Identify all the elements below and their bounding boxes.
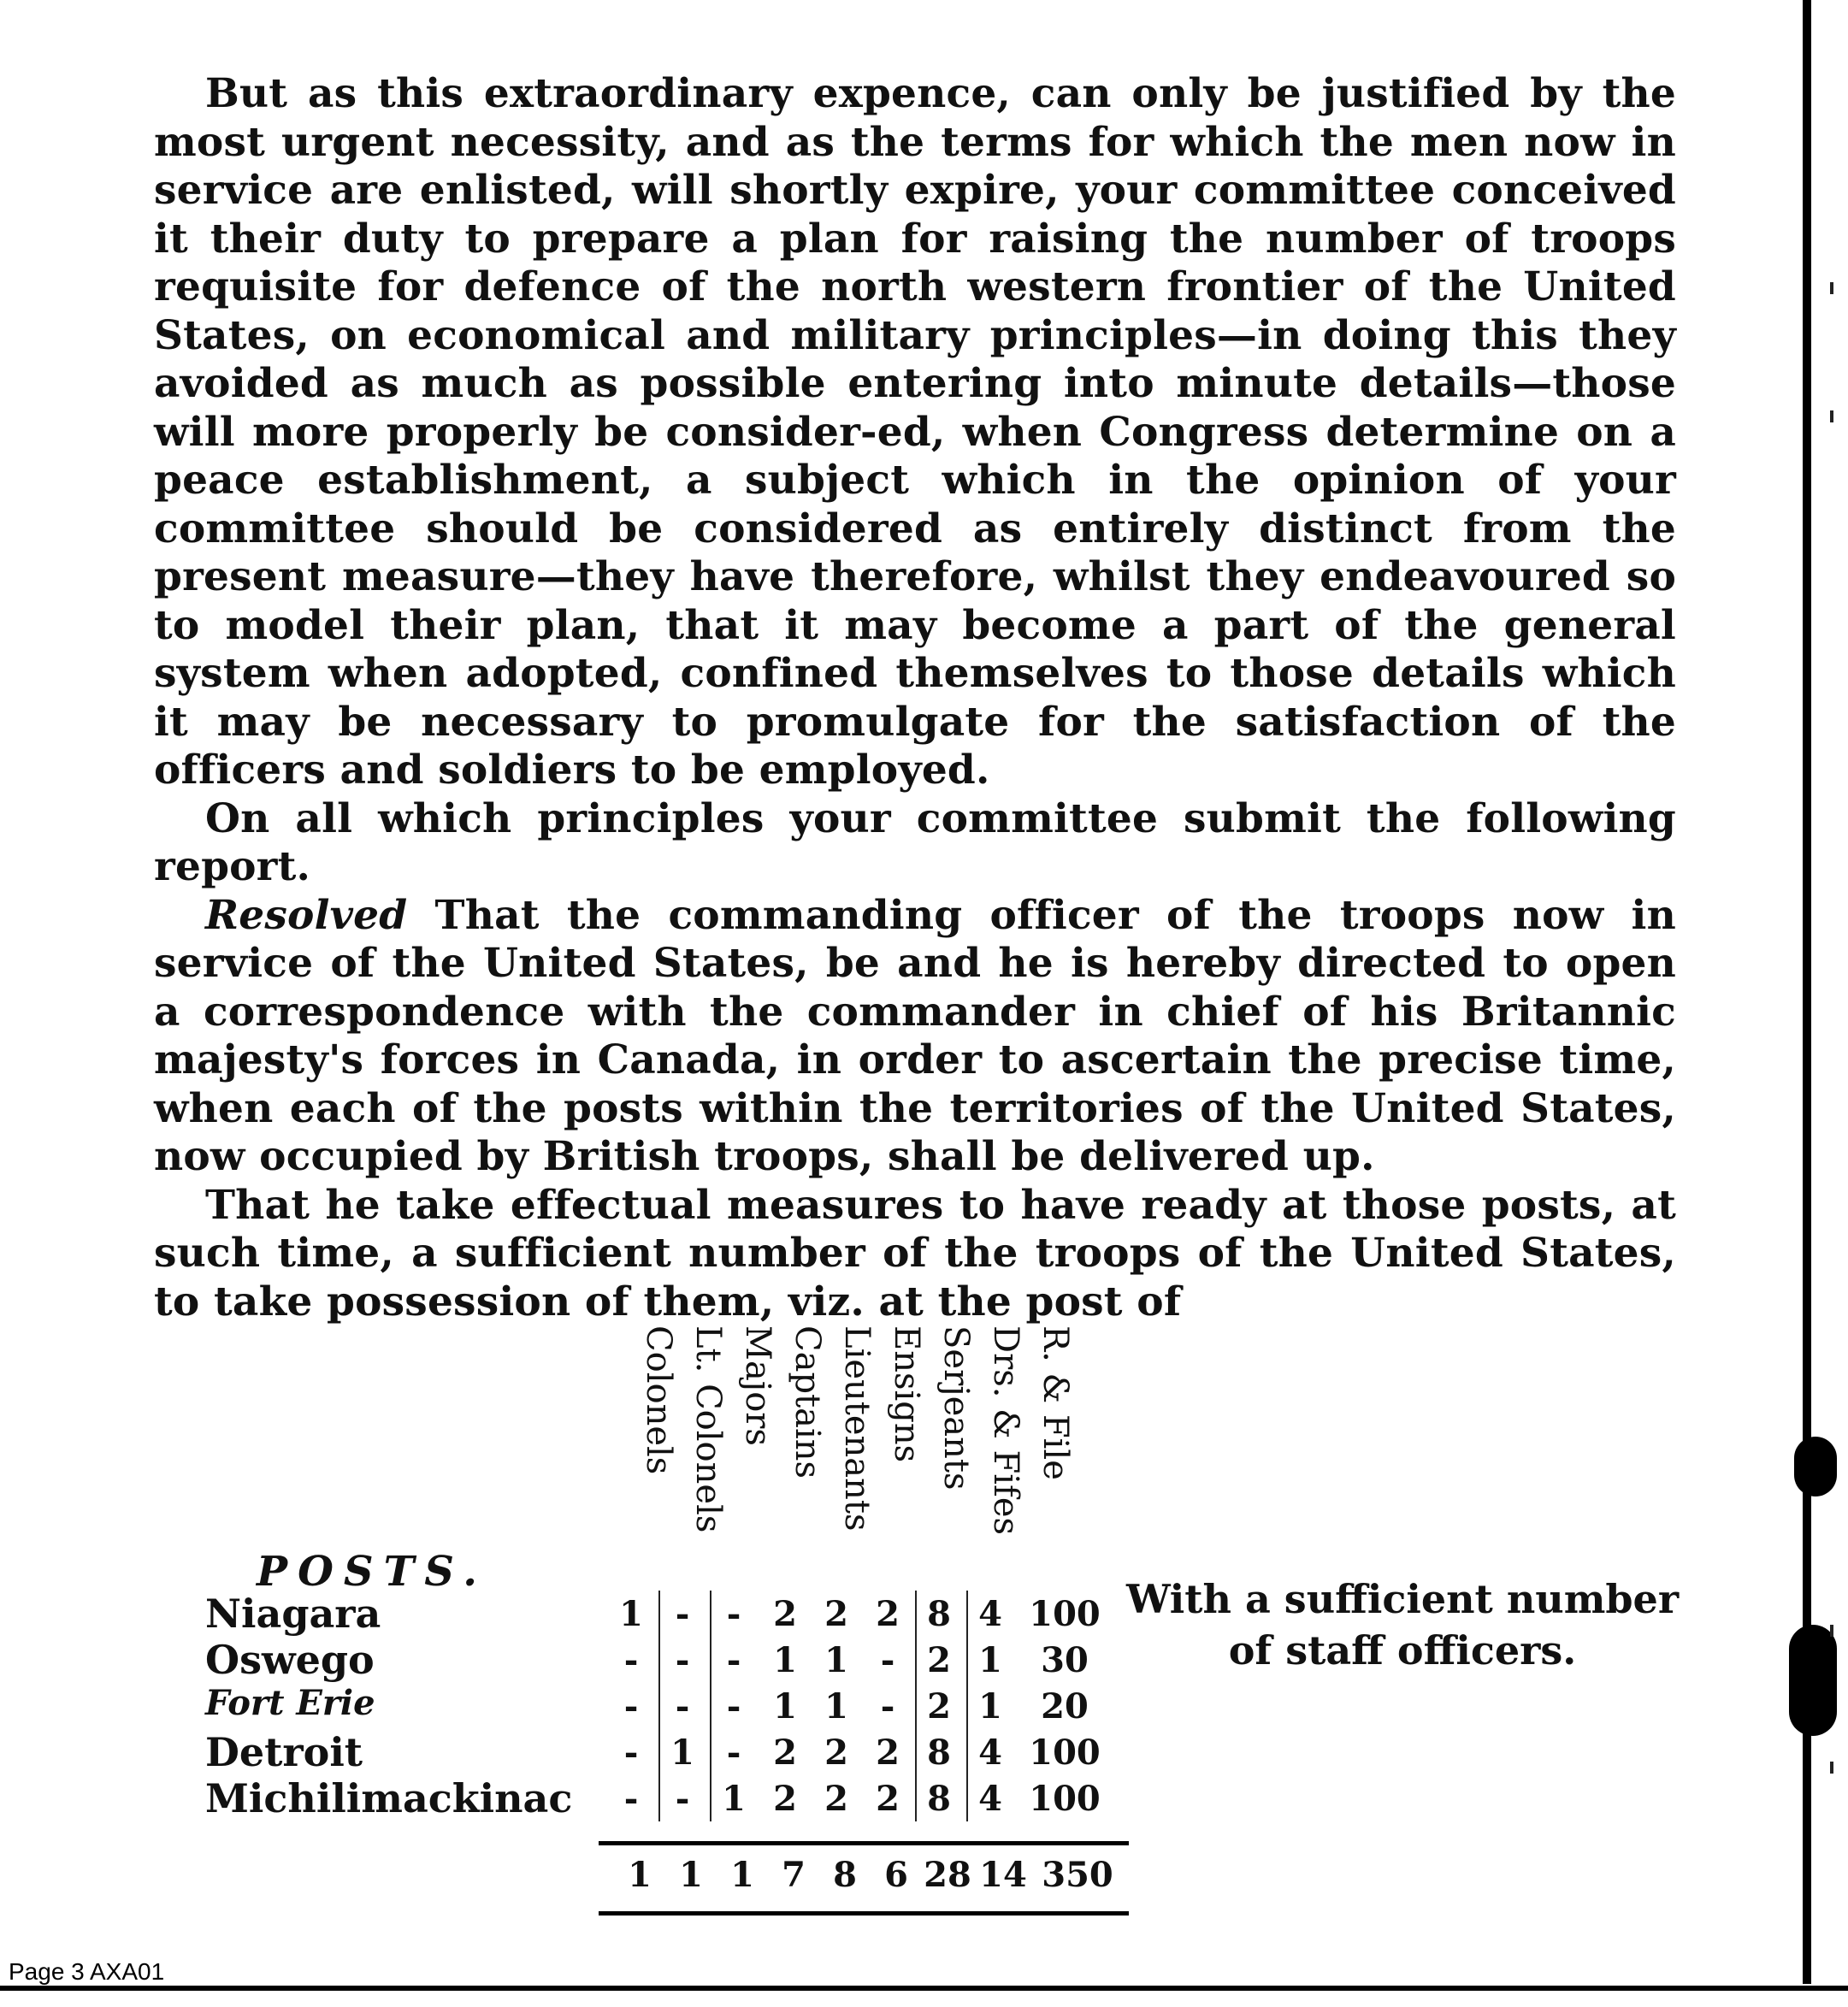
total-cell: 6	[884, 1855, 908, 1895]
cell: 100	[1029, 1594, 1101, 1634]
cell: 8	[927, 1594, 951, 1634]
cell: 8	[927, 1779, 951, 1819]
table-row	[205, 1637, 1231, 1683]
column-header: Ensigns	[887, 1325, 926, 1463]
column-rule	[966, 1591, 968, 1821]
post-name: Detroit	[205, 1729, 363, 1775]
cell: 4	[978, 1733, 1002, 1773]
column-rule	[658, 1591, 660, 1821]
cell: 100	[1029, 1733, 1101, 1773]
cell: -	[726, 1733, 741, 1773]
edge-mark	[1830, 1625, 1833, 1637]
post-name: Oswego	[205, 1637, 375, 1683]
cell: -	[675, 1779, 690, 1819]
paragraph-committee-plan: But as this extraordinary expence, can only be justified by the most urgent necessity, and as the terms for which the men now in service are enlisted, will shortly expire, your committee conceived it their duty to prepare a plan for raising the number of troops requisite for defence of the north western frontier of the United States, on economical and military principles—in doing this they avoided as much as possible entering into minute details—those will more properly be consider-ed, when Congress determine on a peace establishment, a subject which in the opinion of your committee should be considered as entirely distinct from the present measure—they have therefore, whilst they endeavoured so to model their plan, that it may become a part of the general system when adopted, confined themselves to those details which it may be necessary to promulgate for the satisfaction of the officers and soldiers to be employed.	[154, 70, 1676, 794]
cell: 1	[773, 1686, 797, 1727]
cell: -	[880, 1686, 895, 1727]
total-cell: 1	[730, 1855, 754, 1895]
cell: 1	[722, 1779, 746, 1819]
cell: -	[675, 1686, 690, 1727]
binding-blot	[1789, 1625, 1837, 1736]
cell: -	[675, 1640, 690, 1680]
post-name: Michilimackinac	[205, 1775, 573, 1821]
cell: 20	[1041, 1686, 1089, 1727]
cell: 4	[978, 1594, 1002, 1634]
paragraph-report-intro: On all which principles your committee submit the following report.	[154, 794, 1676, 890]
cell: -	[880, 1640, 895, 1680]
posts-title: POSTS.	[257, 1548, 487, 1596]
column-header: Captains	[788, 1325, 827, 1479]
cell: -	[623, 1640, 639, 1680]
cell: 2	[773, 1779, 797, 1819]
cell: 2	[773, 1733, 797, 1773]
cell: 1	[978, 1686, 1002, 1727]
table-row	[205, 1775, 1231, 1821]
totals-row	[197, 1851, 1223, 1903]
cell: 100	[1029, 1779, 1101, 1819]
cell: 2	[927, 1640, 951, 1680]
cell: 2	[927, 1686, 951, 1727]
cell: 1	[824, 1686, 848, 1727]
edge-mark	[1830, 410, 1833, 422]
column-header: Serjeants	[936, 1325, 976, 1490]
column-header: Drs. & Fifes	[986, 1325, 1025, 1536]
cell: 2	[773, 1594, 797, 1634]
cell: -	[623, 1686, 639, 1727]
total-cell: 350	[1042, 1855, 1113, 1895]
table-row	[205, 1591, 1231, 1637]
column-rule	[915, 1591, 917, 1821]
total-cell: 1	[679, 1855, 703, 1895]
cell: 1	[773, 1640, 797, 1680]
cell: 1	[619, 1594, 643, 1634]
total-cell: 7	[782, 1855, 806, 1895]
binding-blot	[1794, 1437, 1837, 1496]
cell: 4	[978, 1779, 1002, 1819]
post-name: Fort Erie	[205, 1683, 375, 1723]
body-text	[154, 70, 1676, 1326]
paragraph-resolved	[154, 892, 1676, 1182]
cell: 2	[876, 1733, 900, 1773]
paragraph-troops: That he take effectual measures to have ready at those posts, at such time, a sufficient number of the troops of the United States, to take possession of them, viz. at the post of	[154, 1181, 1676, 1325]
column-headers	[641, 1317, 1172, 1548]
edge-mark	[1830, 1762, 1833, 1774]
table-row	[205, 1729, 1231, 1775]
cell: 30	[1041, 1640, 1089, 1680]
column-header: Colonels	[639, 1325, 678, 1475]
total-cell: 14	[979, 1855, 1027, 1895]
edge-mark	[1830, 282, 1833, 294]
cell: 1	[670, 1733, 694, 1773]
cell: 2	[824, 1594, 848, 1634]
column-header: Lieutenants	[837, 1325, 877, 1532]
column-header: Lt. Colonels	[688, 1325, 728, 1533]
totals-rule-bottom	[599, 1911, 1129, 1916]
cell: 2	[824, 1779, 848, 1819]
column-header: Majors	[738, 1325, 777, 1446]
staff-officers-note: With a sufficient number of staff officers.	[1125, 1576, 1680, 1673]
cell: -	[623, 1733, 639, 1773]
cell: 1	[824, 1640, 848, 1680]
posts-table	[197, 1317, 1702, 1950]
total-cell: 28	[924, 1855, 971, 1895]
totals-rule-top	[599, 1841, 1129, 1845]
cell: 2	[824, 1733, 848, 1773]
total-cell: 8	[833, 1855, 857, 1895]
cell: 8	[927, 1733, 951, 1773]
column-rule	[710, 1591, 711, 1821]
resolved-label: Resolved	[205, 891, 408, 939]
cell: -	[726, 1640, 741, 1680]
cell: 1	[978, 1640, 1002, 1680]
total-cell: 1	[628, 1855, 652, 1895]
cell: 2	[876, 1594, 900, 1634]
table-rows	[205, 1591, 1231, 1821]
cell: -	[726, 1594, 741, 1634]
resolved-text: That the commanding officer of the troops now in service of the United States, be and he is hereby directed to open a correspondence with the commander in chief of his Britannic majesty's forces in Canada, in order to ascertain the precise time, when each of the posts within the territories of the United States, now occupied by British troops, shall be delivered up.	[154, 891, 1676, 1180]
cell: 2	[876, 1779, 900, 1819]
table-row	[205, 1683, 1231, 1729]
bottom-rule	[0, 1986, 1848, 1991]
page-footer-label: Page 3 AXA01	[9, 1958, 165, 1985]
cell: -	[675, 1594, 690, 1634]
column-header: R. & File	[1036, 1325, 1075, 1480]
cell: -	[623, 1779, 639, 1819]
cell: -	[726, 1686, 741, 1727]
post-name: Niagara	[205, 1591, 381, 1637]
